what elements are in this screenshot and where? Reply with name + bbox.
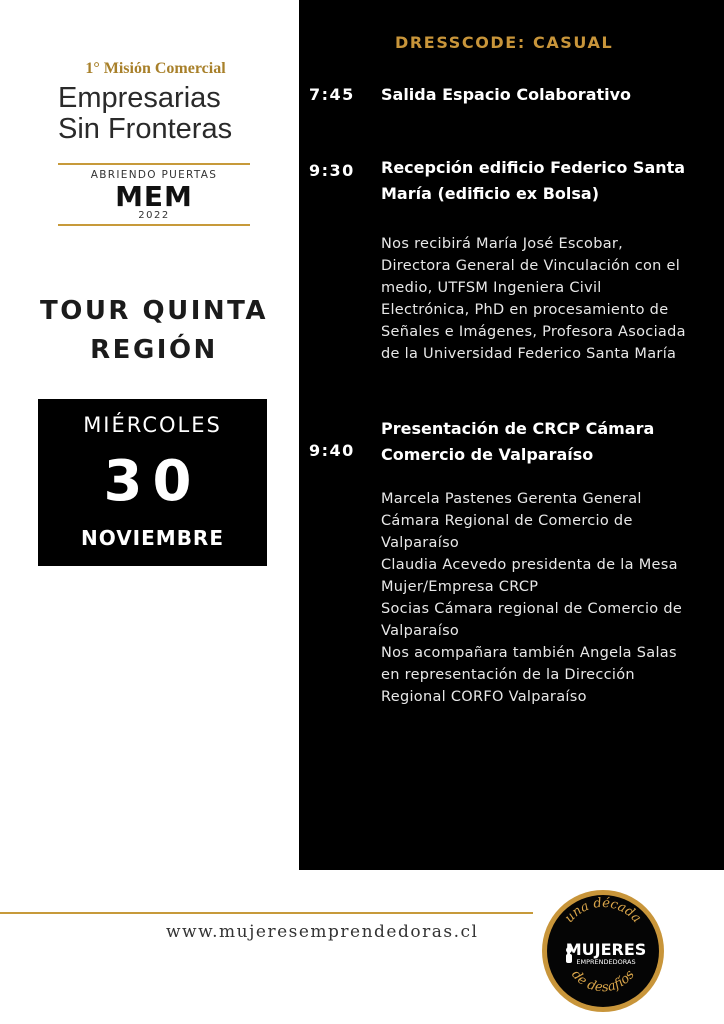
event-desc-line: Valparaíso	[381, 535, 460, 551]
event-desc-line: medio, UTFSM Ingeniera Civil	[381, 280, 602, 296]
event-desc-line: de la Universidad Federico Santa María	[381, 346, 677, 362]
event-desc-line: Mujer/Empresa CRCP	[381, 579, 539, 595]
event-desc-line: Socias Cámara regional de Comercio de	[381, 601, 683, 617]
event-desc-line: Valparaíso	[381, 623, 460, 639]
footer-divider	[0, 912, 533, 914]
tour-heading-line2: REGIÓN	[90, 335, 218, 365]
event-title-line: Recepción edificio Federico Santa	[381, 158, 686, 177]
event-description	[381, 233, 686, 365]
logo-edition: 1°	[85, 60, 100, 77]
dresscode-label: DRESSCODE: CASUAL	[395, 33, 614, 52]
event-title-line: Comercio de Valparaíso	[381, 445, 594, 464]
logo-name-line1: Empresarias	[58, 82, 221, 114]
logo-name-line2: Sin Fronteras	[58, 113, 233, 145]
date-box	[38, 399, 267, 566]
event-time: 9:30	[309, 161, 355, 180]
event-desc-line: Nos acompañara también Angela Salas	[381, 645, 677, 661]
date-weekday: MIÉRCOLES	[83, 413, 222, 437]
logo-year: 2022	[138, 210, 170, 221]
event-desc-line: en representación de la Dirección	[381, 667, 635, 683]
event-desc-line: Cámara Regional de Comercio de	[381, 513, 633, 529]
tour-heading-line1: TOUR QUINTA	[39, 296, 268, 326]
logo-tagline: ABRIENDO PUERTAS	[90, 169, 218, 181]
event-desc-line: Claudia Acevedo presidenta de la Mesa	[381, 557, 678, 573]
website-link[interactable]: www.mujeresemprendedoras.cl	[166, 922, 479, 942]
event-time: 7:45	[309, 85, 355, 104]
logo-mision-label: Misión Comercial	[103, 60, 226, 77]
tour-heading	[20, 292, 288, 370]
logo-mision-title	[58, 60, 253, 78]
logo-name	[58, 83, 258, 145]
badge-bottom-text: de desafíos	[568, 967, 638, 996]
event-description	[381, 488, 682, 708]
event-desc-line: Señales e Imágenes, Profesora Asociada	[381, 324, 686, 340]
event-title-line: Presentación de CRCP Cámara	[381, 419, 655, 438]
event-title	[381, 82, 631, 108]
mujeres-emprendedoras-badge	[540, 888, 666, 1014]
logo-divider-top	[58, 163, 250, 165]
event-desc-line: Marcela Pastenes Gerenta General	[381, 491, 642, 507]
event-desc-line: Regional CORFO Valparaíso	[381, 689, 587, 705]
date-day: 30	[103, 449, 202, 514]
date-month: NOVIEMBRE	[81, 526, 224, 550]
event-time: 9:40	[309, 441, 355, 460]
badge-top-text: una década	[561, 895, 645, 926]
badge-sub: EMPRENDEDORAS	[576, 958, 636, 966]
badge-name: MUJERES	[565, 940, 647, 959]
event-desc-line: Directora General de Vinculación con el	[381, 258, 681, 274]
event-title	[381, 416, 654, 468]
event-title-line: Salida Espacio Colaborativo	[381, 85, 632, 104]
event-title	[381, 155, 685, 207]
logo-acronym: MEM	[115, 180, 193, 213]
logo-divider-bottom	[58, 224, 250, 226]
event-desc-line: Electrónica, PhD en procesamiento de	[381, 302, 669, 318]
event-title-line: María (edificio ex Bolsa)	[381, 184, 599, 203]
event-desc-line: Nos recibirá María José Escobar,	[381, 236, 624, 252]
